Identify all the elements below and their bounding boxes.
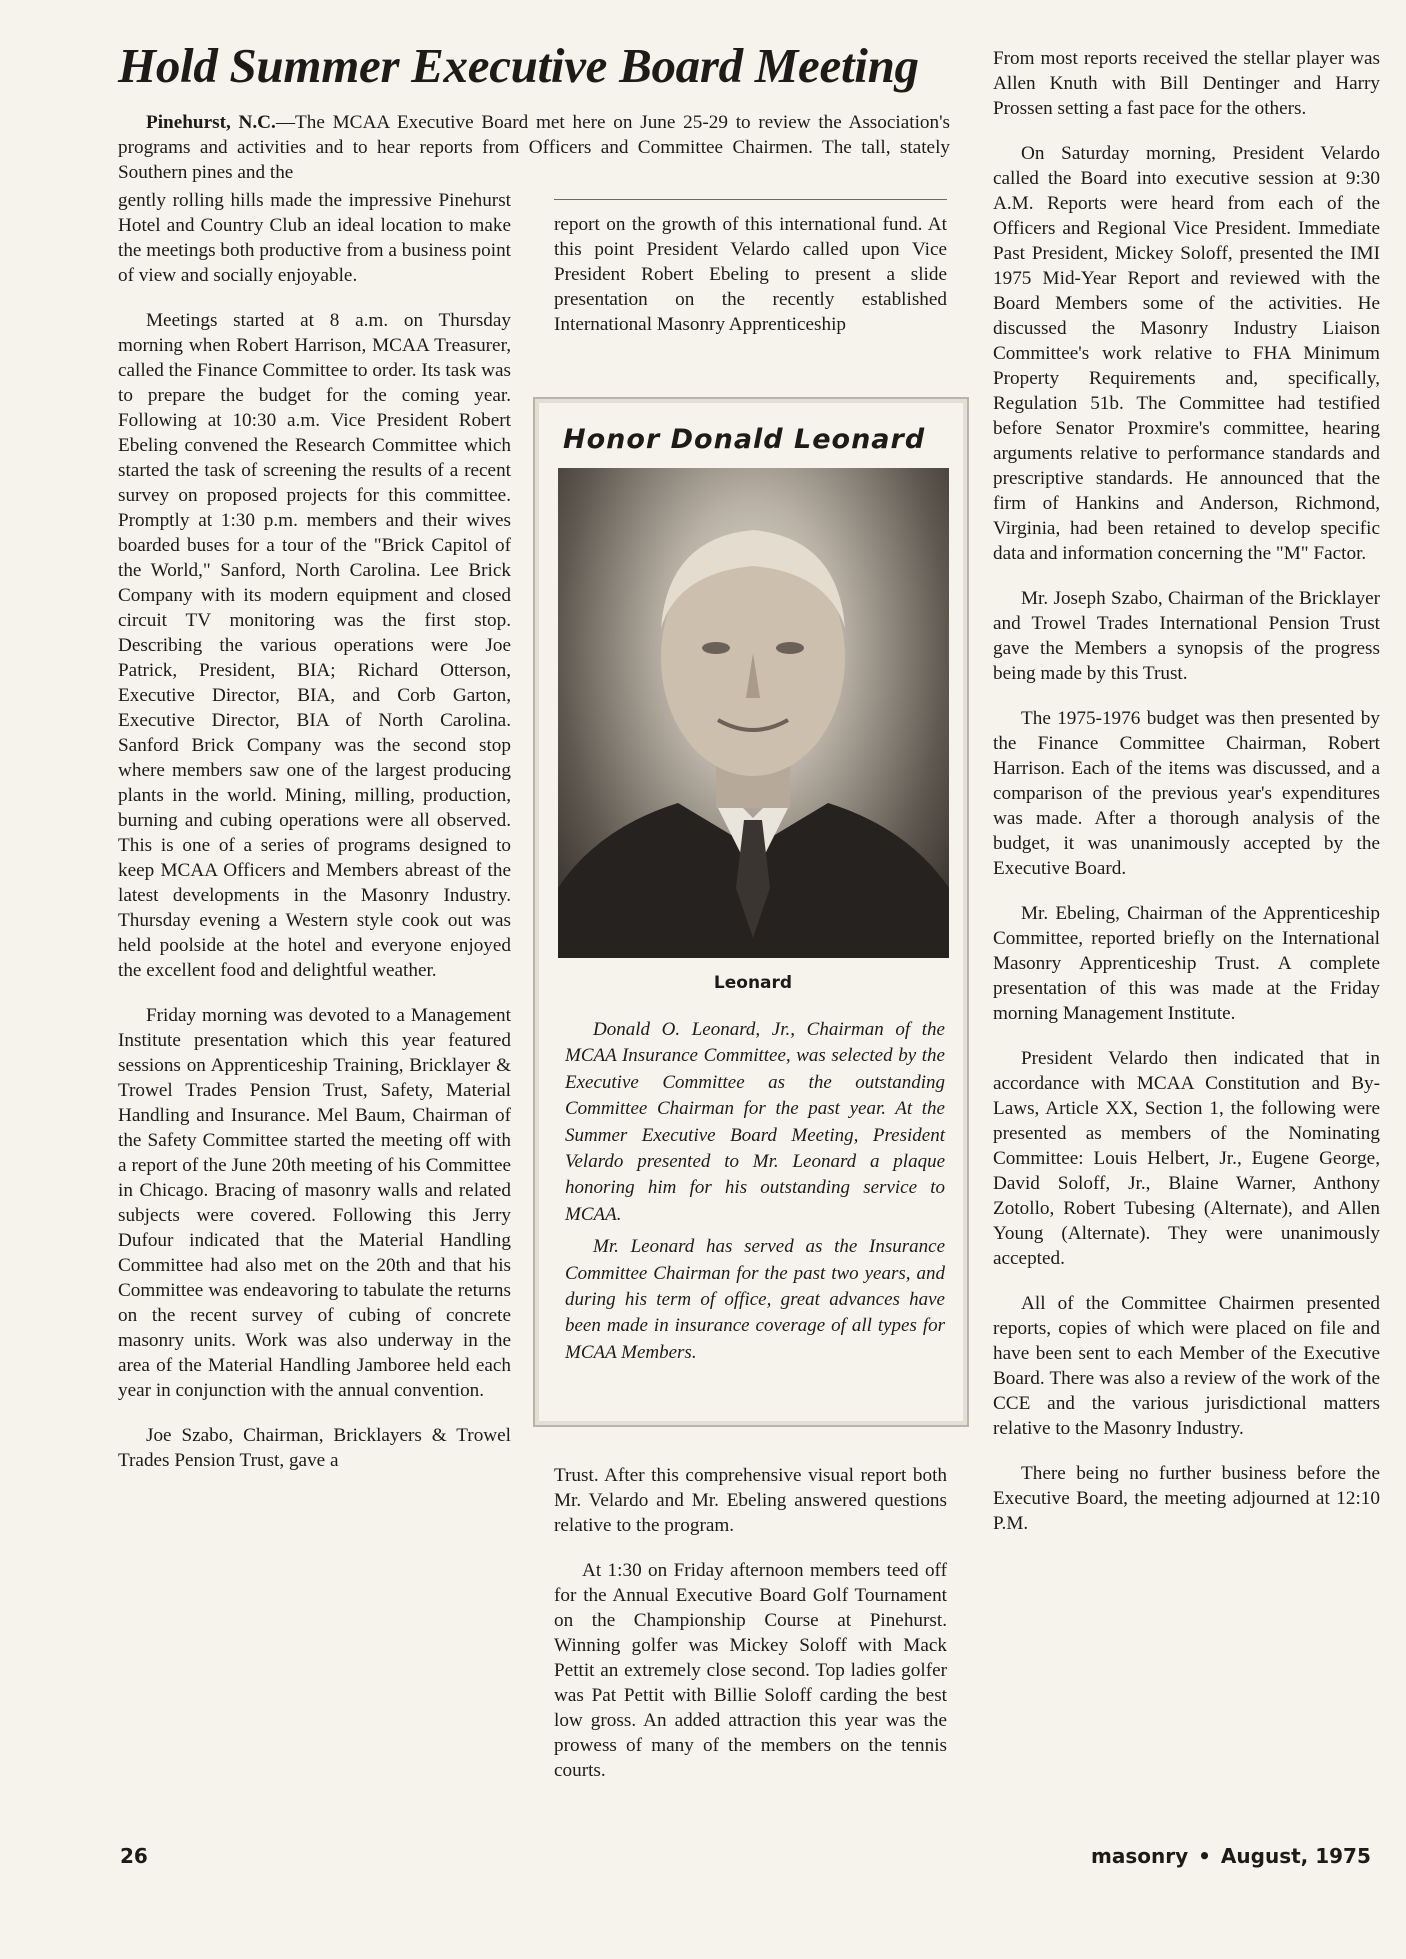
paragraph: report on the growth of this international fund. At this point President Velardo called upon Vice President Robert Ebeling to present a slide presentation on the recently established International Masonry Apprenticeship [554,214,947,335]
column-divider-rule [554,199,947,200]
paragraph: Mr. Ebeling, Chairman of the Apprenticeship Committee, reported briefly on the International Masonry Apprenticeship Trust. A complete presentation of this was made at the Friday morning Management Institute. [993,903,1380,1024]
photo-caption: Leonard [713,973,793,993]
paragraph: President Velardo then indicated that in accordance with MCAA Constitution and By-Laws, Article XX, Section 1, the following were presented as members of the Nominating Committee: Louis Helbert, Jr., Eugene George, David Soloff, Jr., Blaine Warner, Anthony Zotollo, Robert Tubesing (Alternate), and Allen Young (Alternate). They were unanimously accepted. [993,1048,1380,1269]
portrait-photo [558,468,949,958]
paragraph: gently rolling hills made the impressive Pinehurst Hotel and Country Club an ideal location to make the meetings both productive from a business point of view and socially enjoyable. [118,190,511,286]
paragraph: At 1:30 on Friday afternoon members teed off for the Annual Executive Board Golf Tournament on the Championship Course at Pinehurst. Winning golfer was Mickey Soloff with Mack Pettit an extremely close second. Top ladies golfer was Pat Pettit with Billie Soloff carding the best low gross. An added attraction this year was the prowess of many of the members on the tennis courts. [554,1560,947,1781]
paragraph: Friday morning was devoted to a Management Institute presentation which this year featured sessions on Apprenticeship Training, Bricklayer & Trowel Trades Pension Trust, Safety, Material Handling and Insurance. Mel Baum, Chairman of the Safety Committee started the meeting off with a report of the June 20th meeting of his Committee in Chicago. Bracing of masonry walls and related subjects were covered. Following this Jerry Dufour indicated that the Material Handling Committee had also met on the 20th and that his Committee was endeavoring to tabulate the returns on the recent survey of cubing of concrete masonry units. Work was also underway in the area of the Material Handling Jamboree held each year in conjunction with the annual convention. [118,1005,511,1401]
paragraph: Mr. Joseph Szabo, Chairman of the Bricklayer and Trowel Trades International Pension Trust gave the Members a synopsis of the progress being made by this Trust. [993,588,1380,684]
issue-date: August, 1975 [1220,1844,1371,1868]
column-2-top [554,212,947,357]
paragraph: All of the Committee Chairmen presented reports, copies of which were placed on file and have been sent to each Member of the Executive Board. There was also a review of the work of the CCE and the various jurisdictional matters relative to the Masonry Industry. [993,1293,1380,1439]
sidebar-paragraph: Donald O. Leonard, Jr., Chairman of the MCAA Insurance Committee, was selected by the Executive Committee as the outstanding Committee Chairman for the past year. At the Summer Executive Board Meeting, President Velardo presented to Mr. Leonard a plaque honoring him for his outstanding service to MCAA. [565,1019,945,1225]
sidebar-title: Honor Donald Leonard [563,424,926,455]
bullet-separator: • [1198,1844,1211,1868]
page-number: 26 [120,1844,148,1868]
headline: Hold Summer Executive Board Meeting [118,38,919,93]
column-1 [118,188,511,1493]
paragraph: Trust. After this comprehensive visual report both Mr. Velardo and Mr. Ebeling answered questions relative to the program. [554,1465,947,1536]
column-2-bottom [554,1463,947,1803]
paragraph: Joe Szabo, Chairman, Bricklayers & Trowel Trades Pension Trust, gave a [118,1425,511,1471]
sidebar-box [533,397,969,1427]
column-3 [993,46,1380,1556]
lead-paragraph [118,110,950,185]
dateline: Pinehurst, N.C. [146,112,276,133]
sidebar-text [565,1017,945,1372]
paragraph: From most reports received the stellar player was Allen Knuth with Bill Dentinger and Harry Prossen setting a fast pace for the others. [993,48,1380,119]
magazine-footer [1091,1844,1371,1868]
paragraph: Meetings started at 8 a.m. on Thursday morning when Robert Harrison, MCAA Treasurer, called the Finance Committee to order. Its task was to prepare the budget for the coming year. Following at 10:30 a.m. Vice President Robert Ebeling convened the Research Committee which started the task of screening the results of a recent survey on proposed projects for this committee. Promptly at 1:30 p.m. members and their wives boarded buses for a tour of the "Brick Capitol of the World," Sanford, North Carolina. Lee Brick Company with its modern equipment and closed circuit TV monitoring was the first stop. Describing the various operations were Joe Patrick, President, BIA; Richard Otterson, Executive Director, BIA, and Corb Garton, Executive Director, BIA of North Carolina. Sanford Brick Company was the second stop where members saw one of the largest producing plants in the world. Mining, milling, production, burning and cubing operations were all observed. This is one of a series of programs designed to keep MCAA Officers and Members abreast of the latest developments in the Masonry Industry. Thursday evening a Western style cook out was held poolside at the hotel and everyone enjoyed the excellent food and delightful weather. [118,310,511,981]
paragraph: On Saturday morning, President Velardo called the Board into executive session at 9:30 A.M. Reports were heard from each of the Officers and Regional Vice President. Immediate Past President, Mickey Soloff, presented the IMI 1975 Mid-Year Report and reviewed with the Board Members some of the activities. He discussed the Masonry Industry Liaison Committee's work relative to FHA Minimum Property Requirements and, specifically, Regulation 51b. The Committee had testified before Senator Proxmire's committee, hearing arguments relative to performance standards and prescriptive standards. He announced that the firm of Hankins and Anderson, Richmond, Virginia, had been retained to develop specific data and information concerning the "M" Factor. [993,143,1380,564]
portrait-illustration [558,468,949,958]
paragraph: There being no further business before the Executive Board, the meeting adjourned at 12:10 P.M. [993,1463,1380,1534]
sidebar-paragraph: Mr. Leonard has served as the Insurance Committee Chairman for the past two years, and during his term of office, great advances have been made in insurance coverage of all types for MCAA Members. [565,1236,945,1363]
lead-text: —The MCAA Executive Board met here on June 25-29 to review the Association's programs and activities and to hear reports from Officers and Committee Chairmen. The tall, stately Southern pines and the [118,112,951,183]
paragraph: The 1975-1976 budget was then presented by the Finance Committee Chairman, Robert Harrison. Each of the items was discussed, and a comparison of the previous year's expenditures was made. After a thorough analysis of the budget, it was unanimously accepted by the Executive Board. [993,708,1380,879]
magazine-name: masonry [1091,1844,1189,1868]
